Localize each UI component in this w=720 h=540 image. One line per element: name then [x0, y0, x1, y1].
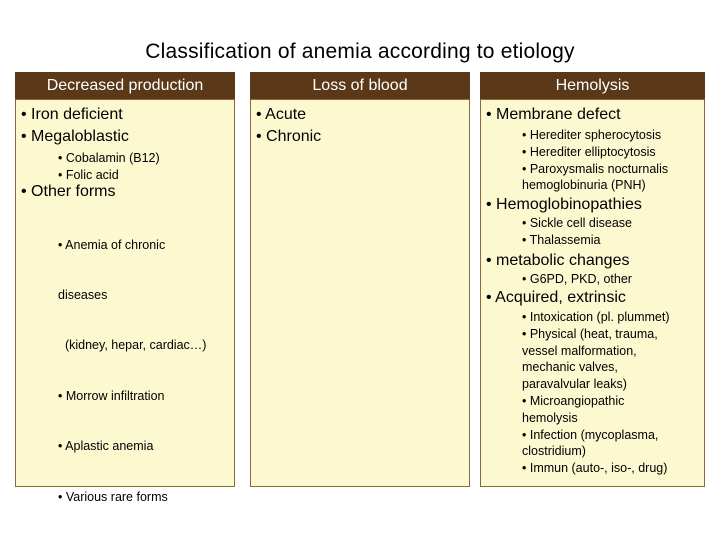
slide-title: Classification of anemia according to etiology	[145, 40, 575, 63]
item-acquired-extrinsic: • Acquired, extrinsic	[486, 289, 626, 306]
subitem-mechanic-valves: mechanic valves,	[522, 360, 618, 375]
subitem-clostridium: clostridium)	[522, 444, 586, 459]
subitem-morrow-infiltration: • Morrow infiltration	[58, 388, 165, 403]
item-membrane-defect: • Membrane defect	[486, 106, 621, 123]
subitem-infection: • Infection (mycoplasma,	[522, 427, 659, 442]
subitem-sickle-cell: • Sickle cell disease	[522, 216, 632, 230]
subitem-elliptocytosis: • Herediter elliptocytosis	[522, 144, 656, 159]
hemoglobinopathies-subitems	[522, 215, 632, 249]
subitem-intoxication: • Intoxication (pl. plummet)	[522, 310, 670, 324]
subitem-vessel-malformation: vessel malformation,	[522, 343, 637, 358]
membrane-subitems	[522, 127, 668, 194]
other-forms-subitems	[58, 203, 206, 539]
item-iron-deficient: • Iron deficient	[21, 106, 123, 123]
subitem-diseases: diseases	[58, 287, 108, 302]
item-other-forms: • Other forms	[21, 183, 116, 200]
item-chronic: • Chronic	[256, 128, 322, 145]
subitem-cobalamin: • Cobalamin (B12)	[58, 151, 160, 165]
column-hemolysis	[480, 99, 705, 487]
item-megaloblastic: • Megaloblastic	[21, 128, 129, 145]
item-metabolic-changes: • metabolic changes	[486, 252, 630, 269]
item-acute: • Acute	[256, 106, 307, 123]
metabolic-subitems	[522, 271, 632, 288]
column-loss-of-blood	[250, 99, 470, 487]
subitem-rare-forms: • Various rare forms	[58, 489, 168, 504]
subitem-hemolysis: hemolysis	[522, 410, 578, 425]
subitem-anemia-chronic: • Anemia of chronic	[58, 237, 166, 252]
header-decreased-production: Decreased production	[15, 72, 235, 99]
subitem-spherocytosis: • Herediter spherocytosis	[522, 128, 662, 142]
subitem-thalassemia: • Thalassemia	[522, 232, 601, 247]
subitem-folic-acid: • Folic acid	[58, 167, 119, 182]
subitem-microangiopathic: • Microangiopathic	[522, 393, 625, 408]
column-decreased-production	[15, 99, 235, 504]
subitem-paroxysmalis: • Paroxysmalis nocturnalis	[522, 161, 669, 176]
subitem-pnh: hemoglobinuria (PNH)	[522, 178, 646, 193]
item-hemoglobinopathies: • Hemoglobinopathies	[486, 196, 642, 213]
header-loss-of-blood: Loss of blood	[250, 72, 470, 99]
subitem-paravalvular-leaks: paravalvular leaks)	[522, 377, 627, 392]
acquired-subitems	[522, 309, 670, 477]
subitem-kidney-hepar-cardiac: (kidney, hepar, cardiac…)	[58, 338, 207, 353]
subitem-aplastic-anemia: • Aplastic anemia	[58, 439, 154, 454]
subitem-immun: • Immun (auto-, iso-, drug)	[522, 461, 668, 476]
subitem-physical: • Physical (heat, trauma,	[522, 326, 658, 341]
subitem-g6pd: • G6PD, PKD, other	[522, 272, 632, 286]
header-hemolysis: Hemolysis	[480, 72, 705, 99]
megaloblastic-subitems	[58, 150, 160, 184]
